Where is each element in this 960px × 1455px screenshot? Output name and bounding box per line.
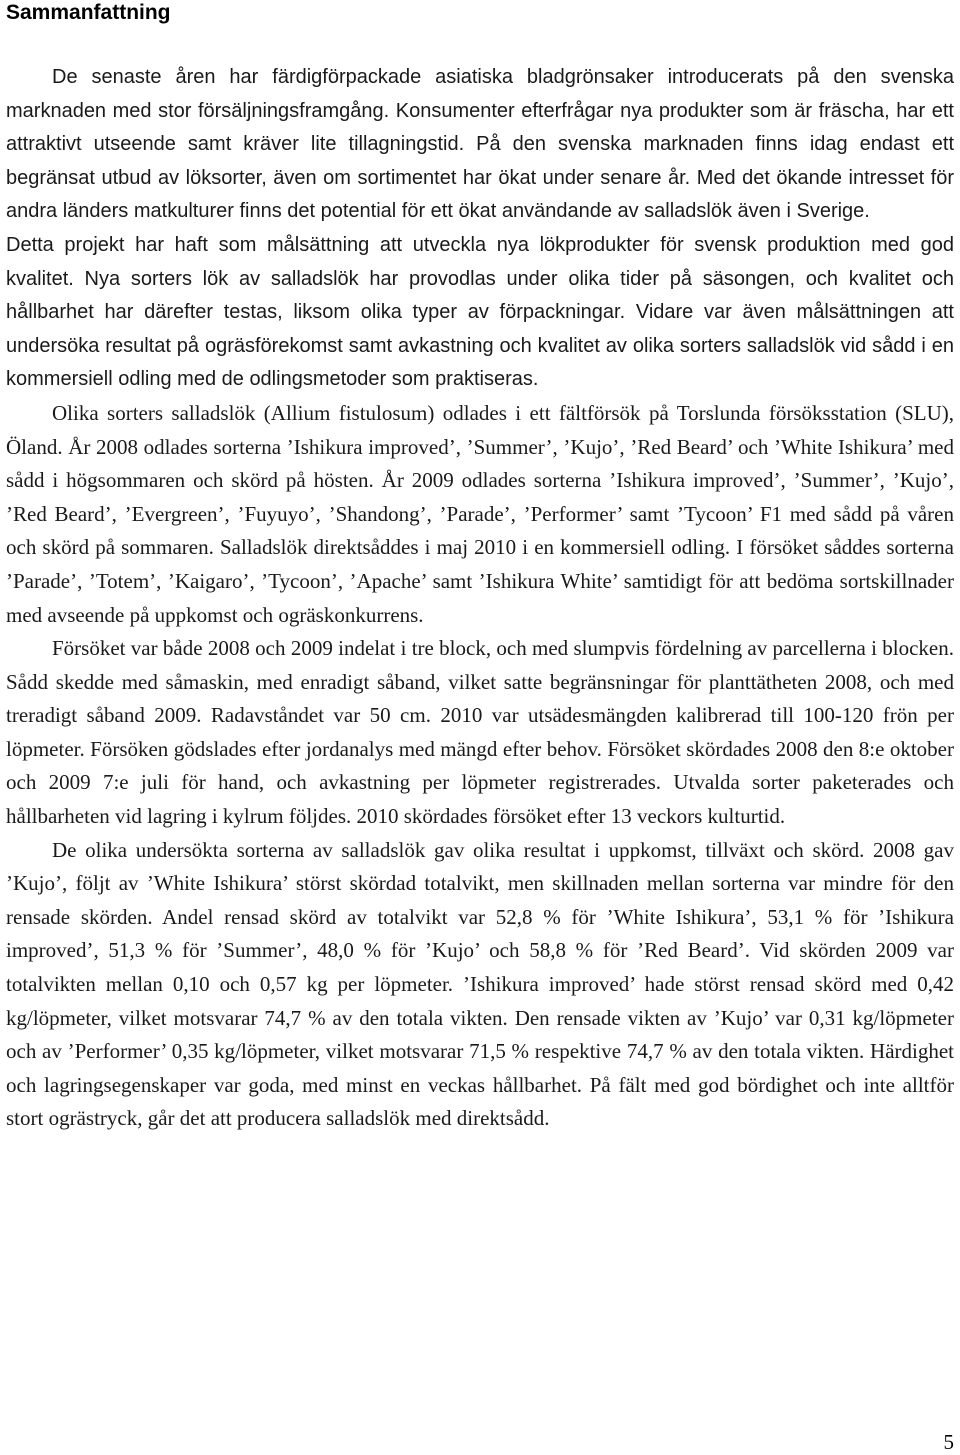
paragraph-project-goals: Detta projekt har haft som målsättning att utveckla nya lökprodukter för svensk produktion med god kvalitet. Nya sorters lök av salladslök har provodlas under olika tider på säsongen, och kvalitet och hållbarhet har därefter testas, liksom olika typer av förpackningar. Vidare var även målsättningen att undersöka resultat på ogräsförekomst samt avkastning och kvalitet av olika sorters salladslök vid sådd i en kommersiell odling med de odlingsmetoder som praktiseras. <box>6 233 954 391</box>
section-heading: Sammanfattning <box>6 1 171 24</box>
page-number: 5 <box>943 1430 954 1454</box>
paragraph-trial-design: Försöket var både 2008 och 2009 indelat i tre block, och med slumpvis fördelning av parcellerna i blocken. Sådd skedde med såmaskin, med enradigt såband, vilket satte begränsningar för planttätheten 2008, och med treradigt såband 2009. Radavståndet var 50 cm. 2010 var utsädesmängden kalibrerad till 100-120 frön per löpmeter. Försöken gödslades efter jordanalys med mängd efter behov. Försöket skördades 2008 den 8:e oktober och 2009 7:e juli för hand, och avkastning per löpmeter registrerades. Utvalda sorter paketerades och hållbarheten vid lagring i kylrum följdes. 2010 skördades försöket efter 13 veckors kulturtid. <box>6 636 954 829</box>
paragraph-results: De olika undersökta sorterna av salladslök gav olika resultat i uppkomst, tillväxt och skörd. 2008 gav ’Kujo’, följt av ’White Ishikura’ störst skördad totalvikt, men skillnaden mellan sorterna var mindre för den rensade skörden. Andel rensad skörd av totalvikt var 52,8 % för ’White Ishikura’, 53,1 % för ’Ishikura improved’, 51,3 % för ’Summer’, 48,0 % för ’Kujo’ och 58,8 % för ’Red Beard’. Vid skörden 2009 var totalvikten mellan 0,10 och 0,57 kg per löpmeter. ’Ishikura improved’ hade störst rensad skörd med 0,42 kg/löpmeter, vilket motsvarar 74,7 % av den totala vikten. Den rensade vikten av ’Kujo’ var 0,31 kg/löpmeter och av ’Performer’ 0,35 kg/löpmeter, vilket motsvarar 71,5 % respektive 74,7 % av den totala vikten. Härdighet och lagringsegenskaper var goda, med minst en veckas hållbarhet. På fält med god bördighet och inte alltför stort ogrästryck, går det att producera salladslök med direktsådd. <box>6 837 954 1131</box>
body-text <box>6 61 954 1136</box>
paragraph-field-trials: Olika sorters salladslök (Allium fistulosum) odlades i ett fältförsök på Torslunda försöksstation (SLU), Öland. År 2008 odlades sorterna ’Ishikura improved’, ’Summer’, ’Kujo’, ’Red Beard’ och ’White Ishikura’ med sådd i högsommaren och skörd på hösten. År 2009 odlades sorterna ’Ishikura improved’, ’Summer’, ’Kujo’, ’Red Beard’, ’Evergreen’, ’Fuyuyo’, ’Shandong’, ’Parade’, ’Performer’ samt ’Tycoon’ F1 med sådd på våren och skörd på sommaren. Salladslök direktsåddes i maj 2010 i en kommersiell odling. I försöket såddes sorterna ’Parade’, ’Totem’, ’Kaigaro’, ’Tycoon’, ’Apache’ samt ’Ishikura White’ samtidigt för att bedöma sortskillnader med avseende på uppkomst och ogräskonkurrens. <box>6 400 954 627</box>
paragraph-introduction: De senaste åren har färdigförpackade asiatiska bladgrönsaker introducerats på den svenska marknaden med stor försäljningsframgång. Konsumenter efterfrågar nya produkter som är fräscha, har ett attraktivt utseende samt kräver lite tillagningstid. På den svenska marknaden finns idag endast ett begränsat utbud av löksorter, även om sortimentet har ökat under senare år. Med det ökande intresset för andra länders matkulturer finns det potential för ett ökat användande av salladslök även i Sverige. <box>6 66 954 223</box>
